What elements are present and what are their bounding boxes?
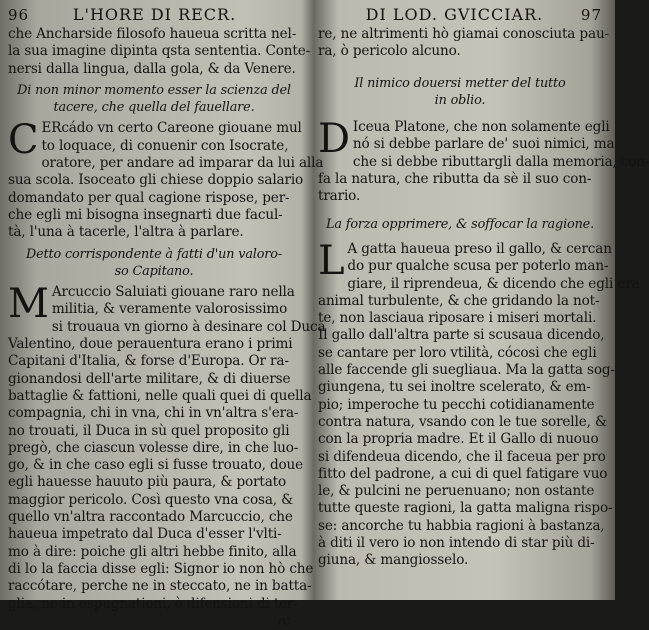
right-paragraph-2 (318, 237, 640, 570)
signature-mark: rc (277, 613, 290, 628)
text-line: che egli mi bisogna insegnarti due facul- (8, 206, 283, 223)
text-line: giuna, & mangiosselo. (318, 552, 469, 569)
text-line: gionandosi dell'arte militare, & di diuerse (8, 370, 291, 387)
heading-line: Detto corrispondente à fatti d'un valoro- (25, 246, 282, 262)
text-line: nersi dalla lingua, dalla gola, & da Venere. (8, 60, 296, 77)
text-line: te, non lasciaua riposare i miseri mortali. (318, 310, 597, 327)
text-line: tutte queste ragioni, la gatta maligna rispo- (318, 500, 613, 517)
text-line: compagnia, chi in vna, chi in vn'altra s'era- (8, 405, 299, 422)
text-line: la sua imagine dipinta qsta sententia. Conte- (8, 43, 311, 60)
right-paragraph-1 (318, 116, 649, 205)
text-line: di lo la faccia disse egli: Signor io non hò che (8, 560, 314, 577)
text-line: giare, il riprendeua, & dicendo che egli era (347, 275, 640, 292)
dropcap: L (318, 237, 345, 284)
left-running-head (8, 6, 300, 26)
heading-line: La forza opprimere, & soffocar la ragione. (325, 216, 595, 232)
text-line: Il gallo dall'altra parte si scusaua dicendo, (318, 327, 605, 344)
text-line: go, & in che caso egli si fusse trouato, doue (8, 457, 304, 474)
left-page (8, 5, 326, 628)
left-paragraph-2 (8, 281, 326, 613)
text-line: Arcuccio Saluiati giouane raro nella (51, 284, 295, 301)
text-line: Capitani d'Italia, & forse d'Europa. Or ra- (8, 353, 289, 370)
text-line: tà, l'una à tacerle, l'altra à parlare. (8, 224, 244, 241)
left-heading-2 (8, 246, 300, 281)
text-line: che si debbe ributtargli dalla memoria, con- (352, 153, 649, 170)
left-top-text (8, 26, 311, 78)
text-line: pio; imperoche tu pecchi cotidianamente (318, 396, 595, 413)
text-line: alle faccende gli suegliaua. Ma la gatta sog- (318, 362, 615, 379)
text-line: fa la natura, che ributta da sè il suo con- (318, 171, 592, 188)
left-paragraph-1 (8, 117, 324, 241)
text-line: raccótare, perche ne in steccato, ne in batta- (8, 578, 312, 595)
right-page-number: 97 (580, 6, 602, 24)
text-line: trario. (318, 188, 361, 205)
text-line: se cantare per loro vtilità, cócosi che egli (318, 344, 597, 361)
text-line: egli hauesse hauuto più paura, & portato (8, 474, 287, 491)
heading-line: so Capitano. (114, 263, 194, 279)
text-line: re, ne altrimenti hò giamai conosciuta pau- (318, 26, 609, 42)
text-line: si difendeua dicendo, che il faceua per pro (318, 448, 606, 465)
right-running-title: DI LOD. GVICCIAR. (365, 5, 544, 24)
text-line: quello vn'altra raccontado Marcuccio, che (8, 509, 293, 526)
text-line: con la propria madre. Et il Gallo di nuouo (318, 431, 599, 448)
text-line: do pur qualche scusa per poterlo man- (347, 258, 609, 275)
text-line: Valentino, doue perauentura erano i primi (8, 336, 293, 353)
text-line: Iceua Platone, che non solamente egli (352, 119, 610, 136)
text-line: si trouaua vn giorno à desinare col Duca (51, 318, 326, 335)
right-page (318, 5, 649, 600)
text-line: haueua impetrato dal Duca d'esser l'vlti- (8, 526, 282, 543)
text-line: contra natura, vsando con le tue sorelle, & (318, 413, 607, 430)
text-line: no trouati, il Duca in sù quel proposito gli (8, 422, 290, 439)
text-line: fitto del padrone, a cui di quel fatigare vuo (318, 465, 608, 482)
heading-line: tacere, che quella del fauellare. (53, 100, 255, 116)
heading-line: Di non minor momento esser la scienza del (17, 82, 291, 98)
text-line: militia, & veramente valorosissimo (51, 301, 288, 318)
dropcap: M (8, 281, 49, 328)
text-line: pregò, che ciascun volesse dire, in che luo- (8, 439, 299, 456)
right-heading-1 (318, 75, 602, 110)
text-line: sua scola. Isoceato gli chiese doppio salario (8, 172, 304, 189)
heading-line: Il nimico douersi metter del tutto (354, 75, 566, 91)
text-line: ERcádo vn certo Careone giouane mul (41, 120, 302, 137)
heading-line: in oblio. (434, 92, 486, 108)
right-running-head (318, 6, 602, 26)
text-line: se: ancorche tu habbia ragioni à bastanza, (318, 517, 605, 534)
dropcap: D (318, 116, 350, 163)
text-line: A gatta haueua preso il gallo, & cercan (347, 240, 612, 257)
text-line: animal turbulente, & che gridando la not- (318, 292, 600, 309)
text-line: nó si debbe parlare de' suoi nimici, ma (352, 136, 615, 153)
text-line: glia, ne in espugnationi, ò difensioni di ter- (8, 595, 298, 612)
text-line: domandato per qual cagione rispose, per- (8, 189, 290, 206)
left-running-title: L'HORE DI RECR. (72, 5, 237, 24)
text-line: to loquace, di conuenir con Isocrate, (41, 137, 289, 154)
left-heading-1 (8, 82, 300, 117)
dropcap: C (8, 117, 39, 164)
text-line: maggior pericolo. Così questo vna cosa, & (8, 491, 294, 508)
text-line: le, & pulcini ne peruenuano; non ostante (318, 483, 595, 500)
right-heading-2 (318, 216, 602, 233)
text-line: battaglie & fattioni, nelle quali quei di quella (8, 387, 312, 404)
right-top-text (318, 26, 609, 61)
left-page-number: 96 (8, 6, 30, 24)
text-line: che Ancharside filosofo haueua scritta nel- (8, 26, 297, 42)
text-line: mo à dire: poiche gli altri hebbe finito, alla (8, 543, 297, 560)
text-line: oratore, per andare ad imparar da lui alla (41, 155, 324, 172)
text-line: giungena, tu sei inoltre scelerato, & em- (318, 379, 591, 396)
text-line: à diti il vero io non intendo di star più di- (318, 535, 595, 552)
text-line: ra, ò pericolo alcuno. (318, 43, 461, 60)
